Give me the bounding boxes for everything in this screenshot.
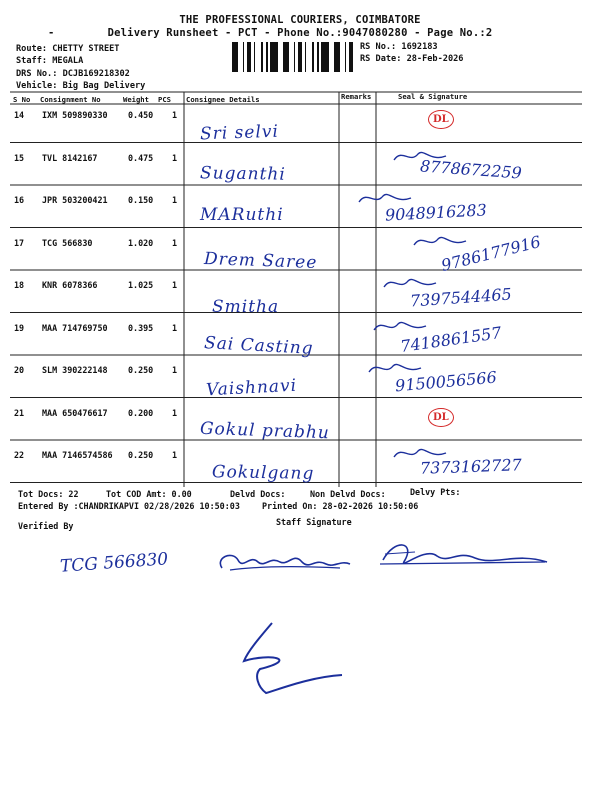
staff-label: Staff: MEGALA (16, 56, 84, 66)
row-pcs: 1 (172, 365, 178, 375)
row-consignment-no: KNR 6078366 (42, 280, 98, 290)
col-header-remarks: Remarks (341, 92, 372, 101)
row-seal-signature (370, 316, 430, 336)
company-title: THE PROFESSIONAL COURIERS, COIMBATORE (179, 14, 421, 26)
row-weight: 0.395 (128, 322, 154, 333)
col-header-weight: Weight (123, 95, 149, 104)
delvy-pts: Delvy Pts: (410, 487, 461, 497)
delvd-docs: Delvd Docs: (230, 489, 286, 499)
rs-no-label: RS No.: 1692183 (360, 42, 438, 52)
entered-by: Entered By :CHANDRIKAPVI 02/28/2026 10:50:03 (18, 501, 240, 511)
row-seal-handwriting: 7418861557 (399, 322, 503, 356)
row-pcs: 1 (172, 237, 178, 248)
row-consignment-no: MAA 650476617 (42, 407, 108, 418)
row-seal-signature (355, 188, 415, 208)
row-weight: 1.020 (128, 237, 154, 248)
row-consignment-no: JPR 503200421 (42, 195, 108, 205)
row-consignee-handwriting: Gokulgang (211, 462, 315, 484)
title-dash: - (48, 27, 55, 39)
row-consignment-no: TCG 566830 (42, 237, 93, 248)
row-seal-handwriting: 7397544465 (409, 284, 513, 311)
row-pcs: 1 (172, 195, 178, 205)
row-seal-handwriting: 7373162727 (419, 455, 523, 478)
row-weight: 0.475 (128, 152, 154, 163)
row-delivered-stamp: DL (428, 408, 454, 427)
verified-by-label: Verified By (18, 521, 74, 531)
row-weight: 0.450 (128, 110, 154, 120)
row-delivered-stamp: DL (428, 110, 454, 129)
row-seal-signature (410, 231, 470, 251)
row-sno: 14 (14, 110, 25, 120)
route-label: Route: CHETTY STREET (16, 44, 120, 54)
row-pcs: 1 (172, 407, 178, 418)
tot-cod-amt: Tot COD Amt: 0.00 (106, 489, 192, 499)
col-header-consignee: Consignee Details (186, 95, 260, 104)
row-seal-signature (390, 146, 450, 166)
row-pcs: 1 (172, 322, 178, 333)
row-weight: 0.250 (128, 365, 154, 375)
vehicle-label: Vehicle: Big Bag Delivery (16, 81, 146, 91)
row-weight: 0.200 (128, 407, 154, 418)
row-weight: 1.025 (128, 280, 154, 290)
printed-on: Printed On: 28-02-2026 10:50:06 (262, 501, 419, 511)
row-consignment-no: MAA 7146574586 (42, 450, 113, 460)
row-pcs: 1 (172, 110, 178, 120)
row-weight: 0.250 (128, 450, 154, 460)
staff-signature (230, 615, 350, 695)
verified-consignment-handwriting: TCG 566830 (59, 549, 169, 577)
row-seal-handwriting: 9150056566 (394, 367, 498, 396)
row-sno: 17 (14, 237, 25, 248)
row-pcs: 1 (172, 152, 178, 163)
row-seal-signature (365, 358, 425, 378)
row-consignee-handwriting: Suganthi (199, 162, 286, 185)
tot-docs: Tot Docs: 22 (18, 489, 79, 499)
row-consignment-no: IXM 509890330 (42, 110, 108, 120)
row-consignee-handwriting: Gokul prabhu (199, 418, 331, 443)
row-sno: 18 (14, 280, 25, 290)
drs-label: DRS No.: DCJB169218302 (16, 69, 130, 79)
row-consignee-handwriting: Vaishnavi (205, 375, 298, 401)
row-sno: 15 (14, 152, 25, 163)
col-header-sno: S No (13, 95, 31, 104)
row-consignment-no: TVL 8142167 (42, 152, 98, 163)
staff-signature-label: Staff Signature (276, 517, 352, 527)
row-consignment-no: SLM 390222148 (42, 365, 108, 375)
row-pcs: 1 (172, 450, 178, 460)
row-seal-handwriting: 9786177916 (439, 231, 543, 275)
row-weight: 0.150 (128, 195, 154, 205)
barcode-image (232, 42, 356, 72)
row-seal-signature (380, 273, 440, 293)
row-consignee-handwriting: MARuthi (200, 205, 284, 225)
row-consignment-no: MAA 714769750 (42, 322, 108, 333)
row-seal-handwriting: 8778672259 (419, 155, 523, 183)
row-sno: 22 (14, 450, 25, 460)
row-pcs: 1 (172, 280, 178, 290)
row-seal-signature (390, 443, 450, 463)
verifier-signature (210, 540, 360, 580)
row-consignee-handwriting: Sri selvi (199, 121, 280, 145)
row-sno: 20 (14, 365, 25, 375)
row-sno: 21 (14, 407, 25, 418)
rs-date-label: RS Date: 28-Feb-2026 (360, 54, 464, 64)
row-consignee-handwriting: Sai Casting (203, 332, 315, 359)
staff-signature-scribble (375, 532, 555, 577)
col-header-pcs: PCS (158, 95, 171, 104)
row-consignee-handwriting: Smitha (212, 297, 280, 317)
row-sno: 16 (14, 195, 25, 205)
runsheet-title: Delivery Runsheet - PCT - Phone No.:9047080280 - Page No.:2 (107, 27, 493, 39)
row-seal-handwriting: 9048916283 (384, 200, 488, 225)
col-header-seal: Seal & Signature (398, 92, 468, 101)
non-delvd-docs: Non Delvd Docs: (310, 489, 386, 499)
row-consignee-handwriting: Drem Saree (203, 248, 318, 273)
row-sno: 19 (14, 322, 25, 333)
col-header-consignment: Consignment No (40, 95, 101, 104)
